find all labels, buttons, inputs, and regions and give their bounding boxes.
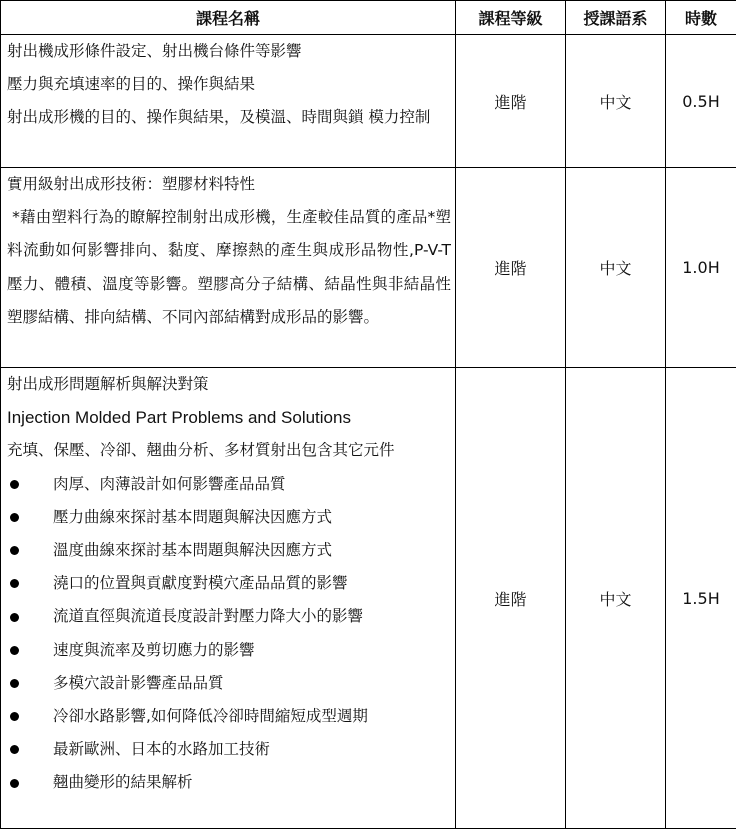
bullet-icon: [10, 712, 19, 721]
course-language: 中文: [566, 368, 666, 829]
list-item: [7, 667, 451, 700]
table-row: [1, 168, 736, 368]
list-item: [7, 700, 451, 733]
bullet-icon: [10, 513, 19, 522]
header-course-level: 課程等級: [456, 1, 566, 35]
course-text-line: 壓力與充填速率的目的、操作與結果: [7, 75, 256, 94]
header-teaching-language: 授課語系: [566, 1, 666, 35]
list-item-text: 肉厚、肉薄設計如何影響產品品質: [53, 474, 286, 493]
bullet-icon: [10, 779, 19, 788]
list-item-text: 壓力曲線來探討基本問題與解決因應方式: [53, 507, 333, 526]
table-row: [1, 35, 736, 168]
course-title: 實用級射出成形技術：塑膠材料特性: [7, 175, 256, 193]
list-item: [7, 733, 451, 766]
course-level: 進階: [456, 35, 566, 168]
course-title: 射出機成形條件設定、射出機台條件等影響: [7, 42, 302, 60]
list-item-text: 多模穴設計影響產品品質: [53, 673, 224, 692]
course-level: 進階: [456, 168, 566, 368]
course-text-line: *藉由塑料行為的瞭解控制射出成形機，生產較佳品質的產品*塑料流動如何影響排向、黏度、摩擦熱的產生與成形品物性,P-V-T 壓力、體積、溫度等影響。塑膠高分子結構、結晶性與非結晶性塑膠結構、排向結構、不同內部結構對成形品的影響。: [7, 208, 456, 326]
course-language: 中文: [566, 168, 666, 368]
course-description: [1, 168, 456, 368]
bullet-icon: [10, 679, 19, 688]
list-item-text: 翹曲變形的結果解析: [53, 773, 193, 792]
course-text-line: 充填、保壓、冷卻、翹曲分析、多材質射出包含其它元件: [7, 441, 395, 460]
course-hours: 1.0H: [666, 168, 736, 368]
list-item-text: 最新歐洲、日本的水路加工技術: [53, 740, 271, 759]
table-header-row: [1, 1, 736, 35]
course-level: 進階: [456, 368, 566, 829]
bullet-icon: [10, 613, 19, 622]
course-english-title: Injection Molded Part Problems and Solutions: [7, 408, 351, 428]
course-hours: 0.5H: [666, 35, 736, 168]
list-item-text: 溫度曲線來探討基本問題與解決因應方式: [53, 541, 333, 560]
list-item-text: 速度與流率及剪切應力的影響: [53, 640, 255, 659]
table-row: [1, 368, 736, 829]
list-item: [7, 534, 451, 567]
list-item-text: 澆口的位置與貢獻度對模穴產品品質的影響: [53, 574, 348, 593]
list-item-text: 冷卻水路影響,如何降低冷卻時間縮短成型週期: [53, 707, 368, 726]
bullet-icon: [10, 546, 19, 555]
list-item: [7, 600, 451, 633]
course-language: 中文: [566, 35, 666, 168]
list-item-text: 流道直徑與流道長度設計對壓力降大小的影響: [53, 607, 364, 626]
course-description: [1, 368, 456, 829]
topic-list: [7, 468, 451, 800]
list-item: [7, 766, 451, 799]
bullet-icon: [10, 745, 19, 754]
course-text-line: 射出成形機的目的、操作與結果，及模溫、時間與鎖 模力控制: [7, 108, 431, 127]
bullet-icon: [10, 579, 19, 588]
list-item: [7, 501, 451, 534]
course-hours: 1.5H: [666, 368, 736, 829]
header-hours: 時數: [666, 1, 736, 35]
bullet-icon: [10, 646, 19, 655]
list-item: [7, 468, 451, 501]
bullet-icon: [10, 480, 19, 489]
list-item: [7, 634, 451, 667]
list-item: [7, 567, 451, 600]
course-description: [1, 35, 456, 168]
course-title: 射出成形問題解析與解決對策: [7, 375, 209, 393]
header-course-name: 課程名稱: [1, 1, 456, 35]
